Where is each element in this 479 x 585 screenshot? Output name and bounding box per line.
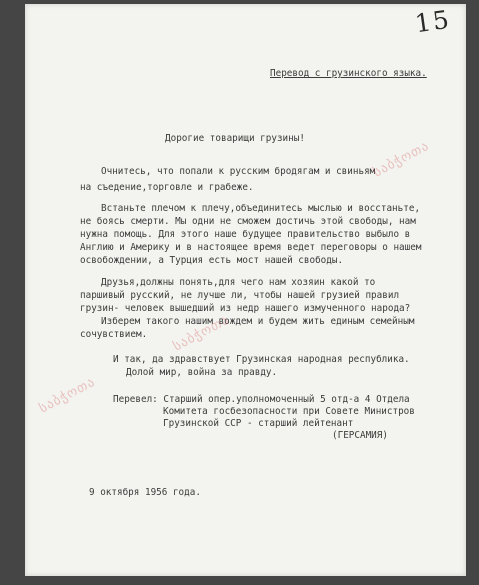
signature-line: Комитета госбезопасности при Совете Министров <box>163 406 415 417</box>
watermark-stamp: საბჭოთა <box>170 312 232 355</box>
paragraph-line: Очнитесь, что попали к русским бродягам и свиньям <box>101 166 376 177</box>
page-number: 15 <box>413 4 453 39</box>
paragraph-line: нужна помощь. Для этого наше будущее правительство выбыло в <box>80 229 411 240</box>
document-date: 9 октября 1956 года. <box>89 487 201 498</box>
paragraph-line: грузин- человек вышедший из недр нашего измученного народа? <box>80 303 411 314</box>
paragraph-line: Англию и Америку и в настоящее время ведет переговоры о нашем <box>80 242 422 253</box>
paragraph-line: на съедение,торговле и грабеже. <box>80 182 254 193</box>
salutation: Дорогие товарищи грузины! <box>165 133 305 144</box>
document-page <box>25 4 466 576</box>
translation-header: Перевод с грузинского языка. <box>270 68 427 79</box>
paragraph-line: Изберем такого нашим вождем и будем жить единым семейным <box>101 316 415 327</box>
paragraph-line: Друзья,должны понять,для чего нам хозяин какой то <box>101 277 376 288</box>
paragraph-line: не боясь смерти. Мы одни не сможем достичь этой свободы, нам <box>80 216 416 227</box>
signature-line: Грузинской ССР - старший лейтенант <box>163 418 354 429</box>
paragraph-line: паршивый русский, не лучше ли, чтобы нашей грузией правил <box>80 290 400 301</box>
watermark-stamp: საბჭოთა <box>370 138 432 181</box>
paragraph-line: освобождении, а Турция есть мост нашей свободы. <box>80 255 344 266</box>
paragraph-line: Долой мир, война за правду. <box>126 367 278 378</box>
signature-name: (ГЕРСАМИЯ) <box>332 430 388 441</box>
paragraph-line: Встаньте плечом к плечу,объединитесь мыслью и восстаньте, <box>101 203 421 214</box>
watermark-stamp: საბჭოთა <box>36 374 98 417</box>
paragraph-line: И так, да здравствует Грузинская народная республика. <box>113 354 410 365</box>
signature-line: Перевел: Старший опер.уполномоченный 5 отд-а 4 Отдела <box>113 394 410 405</box>
paragraph-line: сочувствием. <box>80 329 148 340</box>
